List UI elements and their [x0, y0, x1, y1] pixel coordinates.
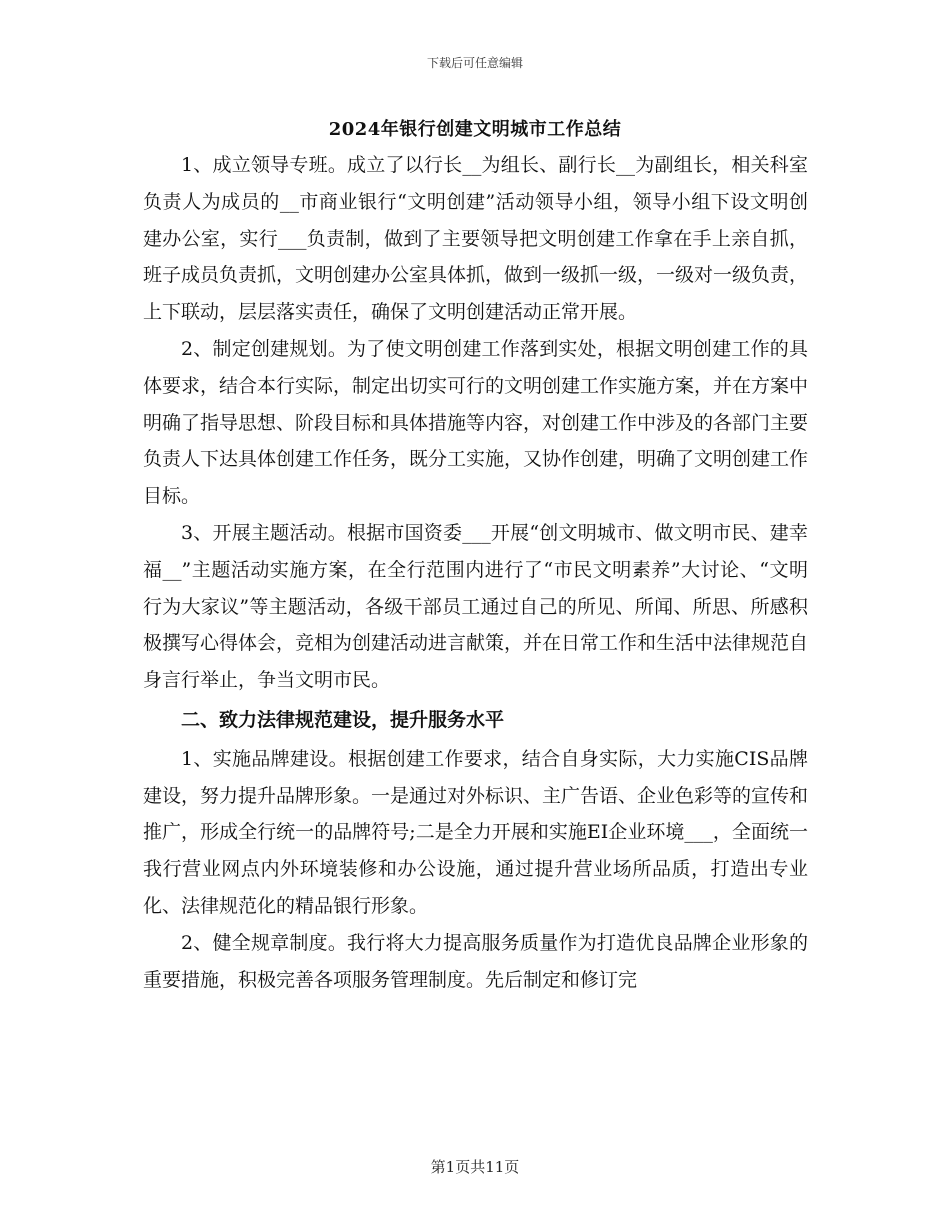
- paragraph-rules: 2、健全规章制度。我行将大力提高服务质量作为打造优良品牌企业形象的重要措施，积极完善各项服务管理制度。先后制定和修订完: [143, 931, 808, 991]
- header-note: 下载后可任意编辑: [426, 56, 523, 70]
- document-title: 2024年银行创建文明城市工作总结: [328, 119, 622, 140]
- paragraph-leadership: 1、成立领导专班。成立了以行长__为组长、副行长__为副组长，相关科室负责人为成员的__市商业银行“文明创建”活动领导小组，领导小组下设文明创建办公室，实行___负责制，做到了主要领导把文明创建工作拿在手上亲自抓，班子成员负责抓，文明创建办公室具体抓，做到一级抓一级，一级对一级负责，上下联动，层层落实责任，确保了文明创建活动正常开展。: [143, 154, 809, 324]
- section-heading: 二、致力法律规范建设，提升服务水平: [181, 708, 505, 731]
- paragraph-activities: 3、开展主题活动。根据市国资委___开展“创文明城市、做文明市民、建幸福__”主题活动实施方案，在全行范围内进行了“市民文明素养”大讨论、“文明行为大家议”等主题活动，各级干部员工通过自己的所见、所闻、所思、所感积极撰写心得体会，竞相为创建活动进言献策，并在日常工作和生活中法律规范自身言行举止，争当文明市民。: [143, 521, 809, 692]
- paragraph-brand: 1、实施品牌建设。根据创建工作要求，结合自身实际，大力实施CIS品牌建设，努力提升品牌形象。一是通过对外标识、主广告语、企业色彩等的宣传和推广，形成全行统一的品牌符号;二是全力开展和实施EI企业环境___，全面统一我行营业网点内外环境装修和办公设施，通过提升营业场所品质，打造出专业化、法律规范化的精品银行形象。: [143, 747, 809, 917]
- page-number: 第1页共11页: [430, 1158, 520, 1176]
- paragraph-planning: 2、制定创建规划。为了使文明创建工作落到实处，根据文明创建工作的具体要求，结合本行实际，制定出切实可行的文明创建工作实施方案，并在方案中明确了指导思想、阶段目标和具体措施等内容，对创建工作中涉及的各部门主要负责人下达具体创建工作任务，既分工实施，又协作创建，明确了文明创建工作目标。: [143, 337, 809, 508]
- document-body: [143, 147, 808, 998]
